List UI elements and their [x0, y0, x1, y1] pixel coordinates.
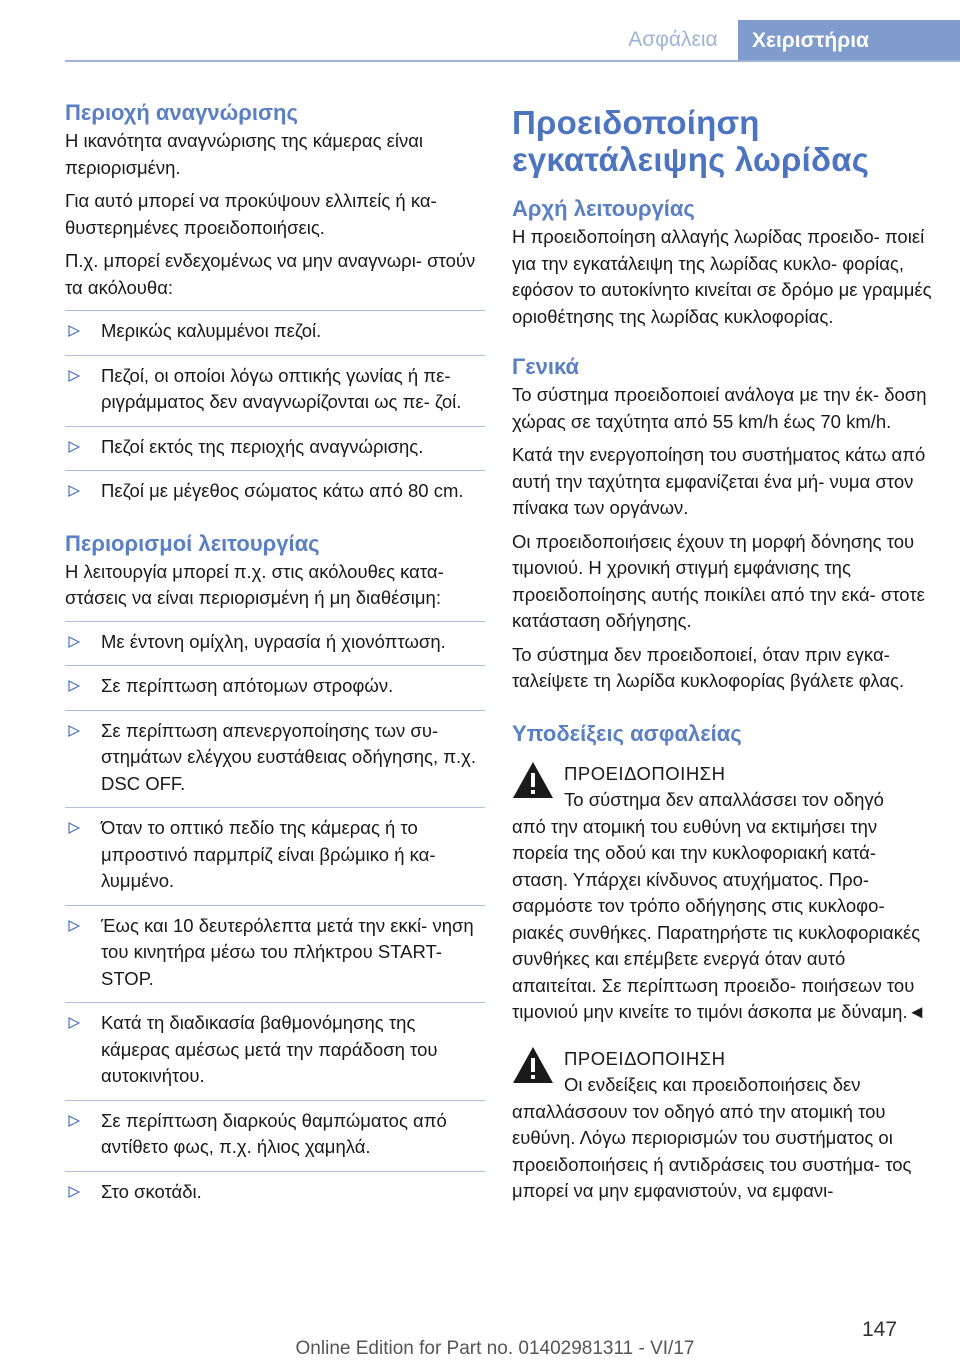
list-item [65, 905, 485, 1003]
heading-function-limits: Περιορισμοί λειτουργίας [65, 530, 320, 556]
triangle-right-icon [68, 325, 80, 337]
warning-label: ΠΡΟΕΙΔΟΠΟΙΗΣΗ [564, 762, 726, 784]
list-item-text: Σε περίπτωση απενεργοποίησης των συ- στημάτων ελέγχου ευστάθειας οδήγησης, π.χ. DSC OFF. [101, 719, 476, 794]
heading-safety-notes: Υποδείξεις ασφαλείας [512, 720, 742, 746]
list-item-text: Κατά τη διαδικασία βαθμονόμησης της κάμερας αμέσως μετά την παράδοση του αυτοκινήτου. [101, 1012, 438, 1086]
triangle-right-icon [68, 370, 80, 382]
list-item [65, 1002, 485, 1100]
list-item-text: Με έντονη ομίχλη, υγρασία ή χιονόπτωση. [101, 630, 446, 652]
warning-block [512, 1046, 932, 1205]
list-item-text: Πεζοί εκτός της περιοχής αναγνώρισης. [101, 435, 424, 457]
list-item-text: Μερικώς καλυμμένοι πεζοί. [101, 320, 322, 341]
list-item-text: Σε περίπτωση διαρκούς θαμπώματος από αντίθετο φως, π.χ. ήλιος χαμηλά. [101, 1109, 447, 1157]
right-column [512, 104, 932, 1205]
paragraph: Κατά την ενεργοποίηση του συστήματος κάτω από αυτή την ταχύτητα εμφανίζεται ένα μή- νυμα στον πίνακα των οργάνων. [512, 444, 926, 518]
list-item [65, 621, 485, 666]
list-item-text: Πεζοί, οι οποίοι λόγω οπτικής γωνίας ή πε- ριγράμματος δεν αναγνωρίζονται ως πε- ζοί. [101, 364, 462, 412]
list-item [65, 807, 485, 905]
triangle-right-icon [68, 441, 80, 453]
section-tab-controls[interactable]: Χειριστήρια [738, 20, 960, 62]
section-tab-safety[interactable]: Ασφάλεια [628, 28, 718, 51]
triangle-right-icon [68, 485, 80, 497]
list-item-text: Πεζοί με μέγεθος σώματος κάτω από 80 cm. [101, 480, 464, 501]
list-item [65, 710, 485, 808]
warning-text [512, 787, 932, 1026]
paragraph: Οι προειδοποιήσεις έχουν τη μορφή δόνησης του τιμονιού. Η χρονική στιγμή εμφάνισης της προειδοποίησης αυτής ποικίλει από την εκά- στοτε κατάσταση οδήγησης. [512, 530, 925, 631]
edition-footer: Online Edition for Part no. 01402981311 - VI/17 [295, 1338, 695, 1359]
list-item-text: Έως και 10 δευτερόλεπτα μετά την εκκί- νηση του κινητήρα μέσω του πλήκτρου START-STOP. [101, 914, 474, 989]
list-item [65, 665, 485, 710]
list-item-text: Σε περίπτωση απότομων στροφών. [101, 675, 394, 696]
page-title-line: εγκατάλειψης λωρίδας [512, 141, 870, 178]
warning-triangle-icon [512, 761, 554, 799]
list-item [65, 470, 485, 515]
limits-list [65, 621, 485, 1216]
left-column [65, 98, 485, 1215]
page-number: 147 [862, 1318, 898, 1341]
list-item [65, 426, 485, 471]
triangle-right-icon [68, 725, 80, 737]
paragraph: Η λειτουργία μπορεί π.χ. στις ακόλουθες κατα- στάσεις να είναι περιορισμένη ή μη διαθέσιμη: [65, 560, 444, 608]
heading-detection-area: Περιοχή αναγνώρισης [65, 100, 298, 125]
triangle-right-icon [68, 680, 80, 692]
list-item-text: Όταν το οπτικό πεδίο της κάμερας ή το μπροστινό παρμπρίζ είναι βρώμικο ή κα- λυμμένο. [101, 817, 436, 891]
warning-text-rest: απαλλάσσουν τον οδηγό από την ατομική του ευθύνη. Λόγω περιορισμών του συστήματος οι προειδοποιήσεις ή αντιδράσεις του συστήμα- τος μπορεί να μην εμφανιστούν, να εμφανι- [512, 1100, 912, 1201]
triangle-right-icon [68, 1115, 80, 1127]
paragraph: Για αυτό μπορεί να προκύψουν ελλιπείς ή κα- θυστερημένες προειδοποιήσεις. [65, 190, 437, 238]
detection-list [65, 310, 485, 515]
warning-text-first-line: Το σύστημα δεν απαλλάσσει τον οδηγό [564, 789, 884, 810]
paragraph: Το σύστημα προειδοποιεί ανάλογα με την έκ- δοση χώρας σε ταχύτητα από 55 km/h έως 70 km/h. [512, 384, 927, 432]
warning-text [512, 1072, 932, 1205]
page-title [512, 104, 932, 178]
header-rule [65, 60, 960, 62]
paragraph: Η προειδοποίηση αλλαγής λωρίδας προειδο- ποιεί για την εγκατάλειψη της λωρίδας κυκλο- φορίας, εφόσον το αυτοκίνητο κινείται σε δρόμο με γραμμές οριοθέτησης της λωρίδας κυκλοφορίας. [512, 226, 932, 327]
triangle-right-icon [68, 920, 80, 932]
list-item-text: Στο σκοτάδι. [101, 1180, 202, 1202]
triangle-right-icon [68, 1017, 80, 1029]
warning-text-first-line: Οι ενδείξεις και προειδοποιήσεις δεν [564, 1074, 861, 1095]
warning-label: ΠΡΟΕΙΔΟΠΟΙΗΣΗ [564, 1047, 726, 1069]
warning-text-rest: από την ατομική του ευθύνη να εκτιμήσει την πορεία της οδού και την κυκλοφοριακή κατά- σταση. Υπάρχει κίνδυνος ατυχήματος. Προ- σαρμόστε τον τρόπο οδήγησης στις κυκλοφο- ριακές συνθήκες. Παρατηρήστε τις κυκλοφοριακές συνθήκες και επέμβετε ενεργά όταν αυτό απαιτείται. Σε περίπτωση προειδο- ποιήσεων του τιμονιού μην κινείτε το τιμόνι άσκοπα με δύναμη.◄ [512, 815, 926, 1022]
paragraph: Το σύστημα δεν προειδοποιεί, όταν πριν εγκα- ταλείψετε τη λωρίδα κυκλοφορίας βγάλετε φλας. [512, 643, 905, 691]
heading-principle: Αρχή λειτουργίας [512, 196, 695, 221]
page-title-line: Προειδοποίηση [512, 104, 760, 141]
list-item [65, 1171, 485, 1216]
paragraph: Η ικανότητα αναγνώρισης της κάμερας είναι περιορισμένη. [65, 130, 424, 178]
list-item [65, 1100, 485, 1171]
triangle-right-icon [68, 1186, 80, 1198]
list-item [65, 310, 485, 355]
paragraph: Π.χ. μπορεί ενδεχομένως να μην αναγνωρι- στούν τα ακόλουθα: [65, 250, 476, 298]
triangle-right-icon [68, 636, 80, 648]
warning-triangle-icon [512, 1046, 554, 1084]
list-item [65, 355, 485, 426]
page-header [0, 20, 960, 60]
heading-general: Γενικά [512, 354, 580, 379]
triangle-right-icon [68, 822, 80, 834]
warning-block [512, 761, 932, 1026]
